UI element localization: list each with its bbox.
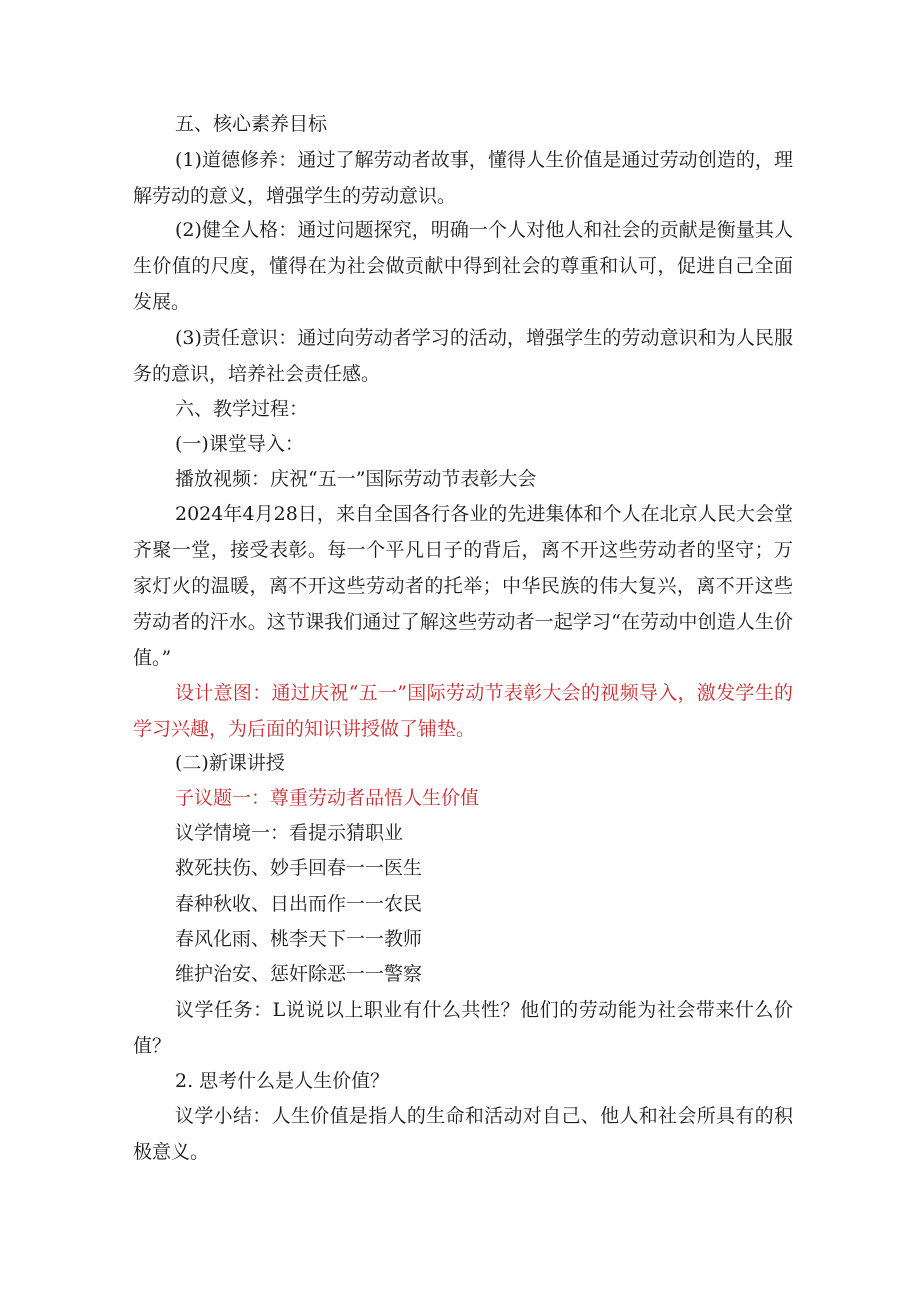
part2-heading: (二)新课讲授 (175, 752, 285, 774)
goal-1-paragraph: (1)道德修养：通过了解劳动者故事，懂得人生价值是通过劳动创造的，理解劳动的意义，增强学生的劳动意识。 (133, 149, 793, 207)
section5-heading: 五、核心素养目标 (175, 113, 328, 135)
clue-farmer-line: 春种秋收、日出而作一一农民 (175, 893, 423, 915)
clue-doctor-line: 救死扶伤、妙手回春一一医生 (175, 857, 423, 879)
part1-heading: (一)课堂导入： (175, 433, 304, 455)
clue-police-line: 维护治安、惩奸除恶一一警察 (175, 963, 423, 985)
clue-teacher-line: 春风化雨、桃李天下一一教师 (175, 928, 423, 950)
goal-2-paragraph: (2)健全人格：通过问题探究，明确一个人对他人和社会的贡献是衡量其人生价值的尺度，懂得在为社会做贡献中得到社会的尊重和认可，促进自己全面发展。 (133, 219, 793, 313)
goal-3-paragraph: (3)责任意识：通过向劳动者学习的活动，增强学生的劳动意识和为人民服务的意识，培养社会责任感。 (133, 327, 793, 385)
design-intent-paragraph: 设计意图：通过庆祝“五一”国际劳动节表彰大会的视频导入，激发学生的学习兴趣，为后面的知识讲授做了铺垫。 (133, 682, 793, 740)
task-2-line: 2. 思考什么是人生价值？ (175, 1070, 390, 1092)
summary-paragraph: 议学小结：人生价值是指人的生命和活动对自己、他人和社会所具有的积极意义。 (133, 1105, 793, 1163)
intro-paragraph: 2024年4月28日，来自全国各行各业的先进集体和个人在北京人民大会堂齐聚一堂，接受表彰。每一个平凡日子的背后，离不开这些劳动者的坚守；万家灯火的温暖，离不开这些劳动者的托举；中华民族的伟大复兴，离不开这些劳动者的汗水。这节课我们通过了解这些劳动者一起学习“在劳动中创造人生价值。” (133, 503, 793, 669)
scenario-1-line: 议学情境一：看提示猜职业 (175, 822, 404, 844)
section6-heading: 六、教学过程： (175, 398, 309, 420)
video-line: 播放视频：庆祝“五一”国际劳动节表彰大会 (175, 468, 537, 490)
task-1-paragraph: 议学任务：L说说以上职业有什么共性？他们的劳动能为社会带来什么价值？ (133, 999, 793, 1057)
sub-topic-1-heading: 子议题一：尊重劳动者品悟人生价值 (175, 787, 480, 809)
